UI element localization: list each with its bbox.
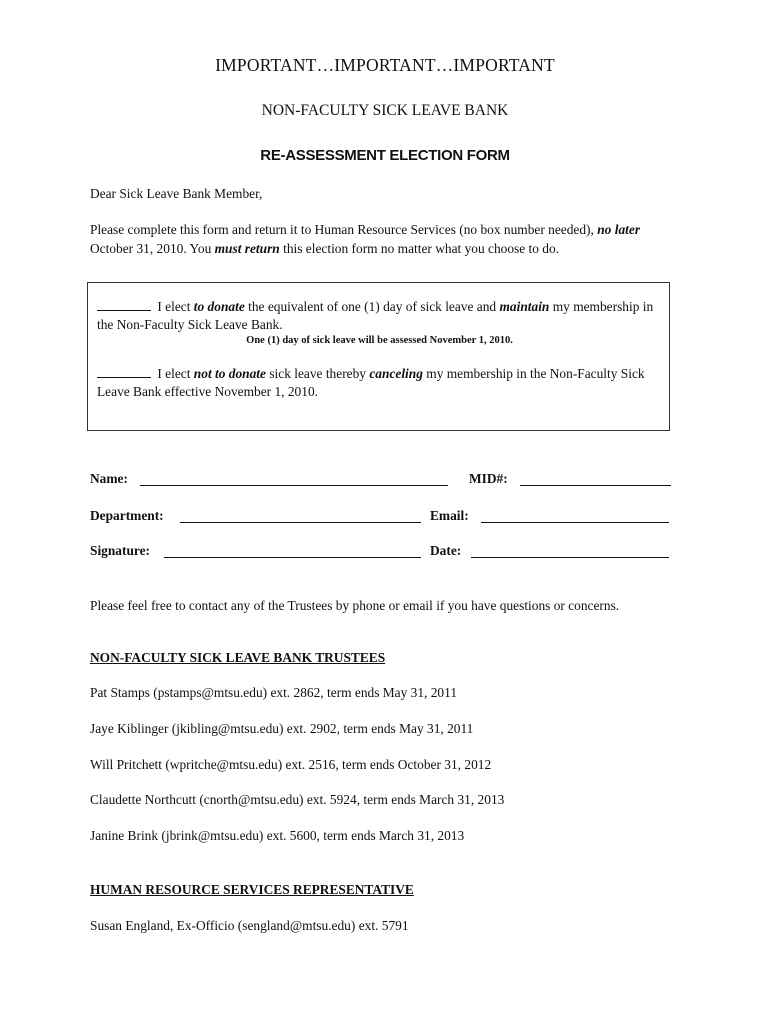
- email-field[interactable]: [481, 522, 669, 523]
- name-field[interactable]: [140, 485, 448, 486]
- name-label: Name:: [90, 471, 128, 486]
- signature-label: Signature:: [90, 543, 151, 558]
- contact-text: Please feel free to contact any of the Trustees by phone or email if you have questions or concerns.: [90, 598, 620, 613]
- date-label: Date:: [430, 543, 462, 558]
- email-label: Email:: [430, 508, 469, 523]
- trustee-item: Jaye Kiblinger (jkibling@mtsu.edu) ext. 2902, term ends May 31, 2011: [90, 721, 474, 736]
- assessment-note: One (1) day of sick leave will be assessed November 1, 2010.: [246, 335, 513, 346]
- salutation: Dear Sick Leave Bank Member,: [90, 186, 263, 201]
- option-donate[interactable]: I elect to donate the equivalent of one (1) day of sick leave and maintain my membership in the Non-Faculty Sick Leave Bank.: [97, 299, 654, 332]
- date-field[interactable]: [471, 557, 669, 558]
- department-label: Department:: [90, 508, 164, 523]
- trustee-item: Janine Brink (jbrink@mtsu.edu) ext. 5600, term ends March 31, 2013: [90, 828, 465, 843]
- trustee-item: Will Pritchett (wpritche@mtsu.edu) ext. 2516, term ends October 31, 2012: [90, 757, 492, 772]
- mid-label: MID#:: [469, 471, 508, 486]
- mid-field[interactable]: [520, 485, 671, 486]
- trustee-item: Claudette Northcutt (cnorth@mtsu.edu) ext. 5924, term ends March 31, 2013: [90, 792, 505, 807]
- election-box: [87, 282, 670, 431]
- department-field[interactable]: [180, 522, 421, 523]
- hr-heading: HUMAN RESOURCE SERVICES REPRESENTATIVE: [90, 882, 414, 897]
- signature-field[interactable]: [164, 557, 421, 558]
- important-heading: IMPORTANT…IMPORTANT…IMPORTANT: [215, 55, 555, 75]
- program-title: NON-FACULTY SICK LEAVE BANK: [261, 102, 509, 119]
- trustees-heading: NON-FACULTY SICK LEAVE BANK TRUSTEES: [90, 650, 386, 665]
- instructions: Please complete this form and return it to Human Resource Services (no box number needed), no later October 31, 2010. You must return this election form no matter what you choose to do.: [90, 222, 641, 256]
- option-donate-checkline[interactable]: [97, 299, 151, 311]
- trustee-item: Pat Stamps (pstamps@mtsu.edu) ext. 2862, term ends May 31, 2011: [90, 685, 458, 700]
- option-cancel-checkline[interactable]: [97, 366, 151, 378]
- option-cancel[interactable]: I elect not to donate sick leave thereby canceling my membership in the Non-Faculty Sick Leave Bank effective November 1, 2010.: [97, 366, 645, 399]
- form-title: RE-ASSESSMENT ELECTION FORM: [260, 147, 510, 164]
- hr-representative: Susan England, Ex-Officio (sengland@mtsu.edu) ext. 5791: [90, 918, 409, 933]
